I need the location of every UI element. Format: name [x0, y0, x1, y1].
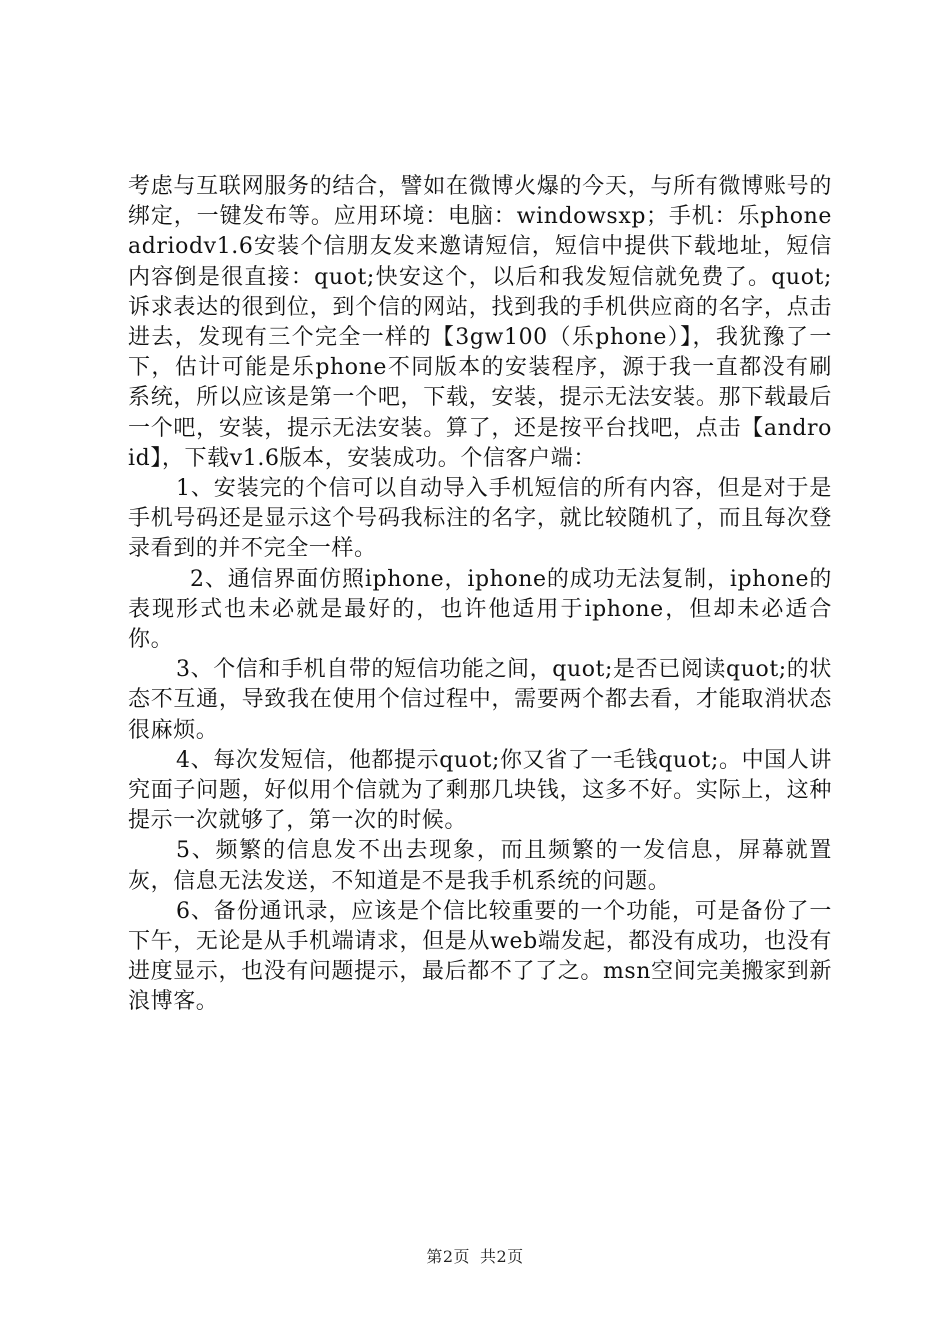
paragraph-point-2: 2、通信界面仿照iphone，iphone的成功无法复制，iphone的表现形式也未必就是最好的，也许他适用于iphone，但却未必适合你。	[128, 566, 832, 653]
paragraph-point-1: 1、安装完的个信可以自动导入手机短信的所有内容，但是对于是手机号码还是显示这个号码我标注的名字，就比较随机了，而且每次登录看到的并不完全一样。	[128, 476, 832, 562]
paragraph-point-6: 6、备份通讯录，应该是个信比较重要的一个功能，可是备份了一下午，无论是从手机端请求，但是从web端发起，都没有成功，也没有进度显示，也没有问题提示，最后都不了了之。msn空间完美搬家到新浪博客。	[128, 898, 832, 1015]
page-total: 共2页	[480, 1247, 524, 1266]
paragraph-point-4: 4、每次发短信，他都提示quot;你又省了一毛钱quot;。中国人讲究面子问题，好似用个信就为了剩那几块钱，这多不好。实际上，这种提示一次就够了，第一次的时候。	[128, 747, 832, 834]
paragraph-point-3: 3、个信和手机自带的短信功能之间，quot;是否已阅读quot;的状态不互通，导致我在使用个信过程中，需要两个都去看，才能取消状态很麻烦。	[128, 657, 832, 743]
page-number: 第2页	[426, 1247, 470, 1266]
page-footer	[0, 1244, 950, 1267]
paragraph-intro: 考虑与互联网服务的结合，譬如在微博火爆的今天，与所有微博账号的绑定，一键发布等。应用环境：电脑：windowsxp；手机：乐phoneadriodv1.6安装个信朋友发来邀请短信，短信中提供下载地址，短信内容倒是很直接：quot;快安这个，以后和我发短信就免费了。quot;诉求表达的很到位，到个信的网站，找到我的手机供应商的名字，点击进去，发现有三个完全一样的【3gw100（乐phone）】，我犹豫了一下，估计可能是乐phone不同版本的安装程序，源于我一直都没有刷系统，所以应该是第一个吧，下载，安装，提示无法安装。那下载最后一个吧，安装，提示无法安装。算了，还是按平台找吧，点击【android】，下载v1.6版本，安装成功。个信客户端：	[128, 174, 832, 471]
paragraph-point-5: 5、频繁的信息发不出去现象，而且频繁的一发信息，屏幕就置灰，信息无法发送，不知道是不是我手机系统的问题。	[128, 838, 832, 894]
document-body	[128, 172, 832, 1018]
